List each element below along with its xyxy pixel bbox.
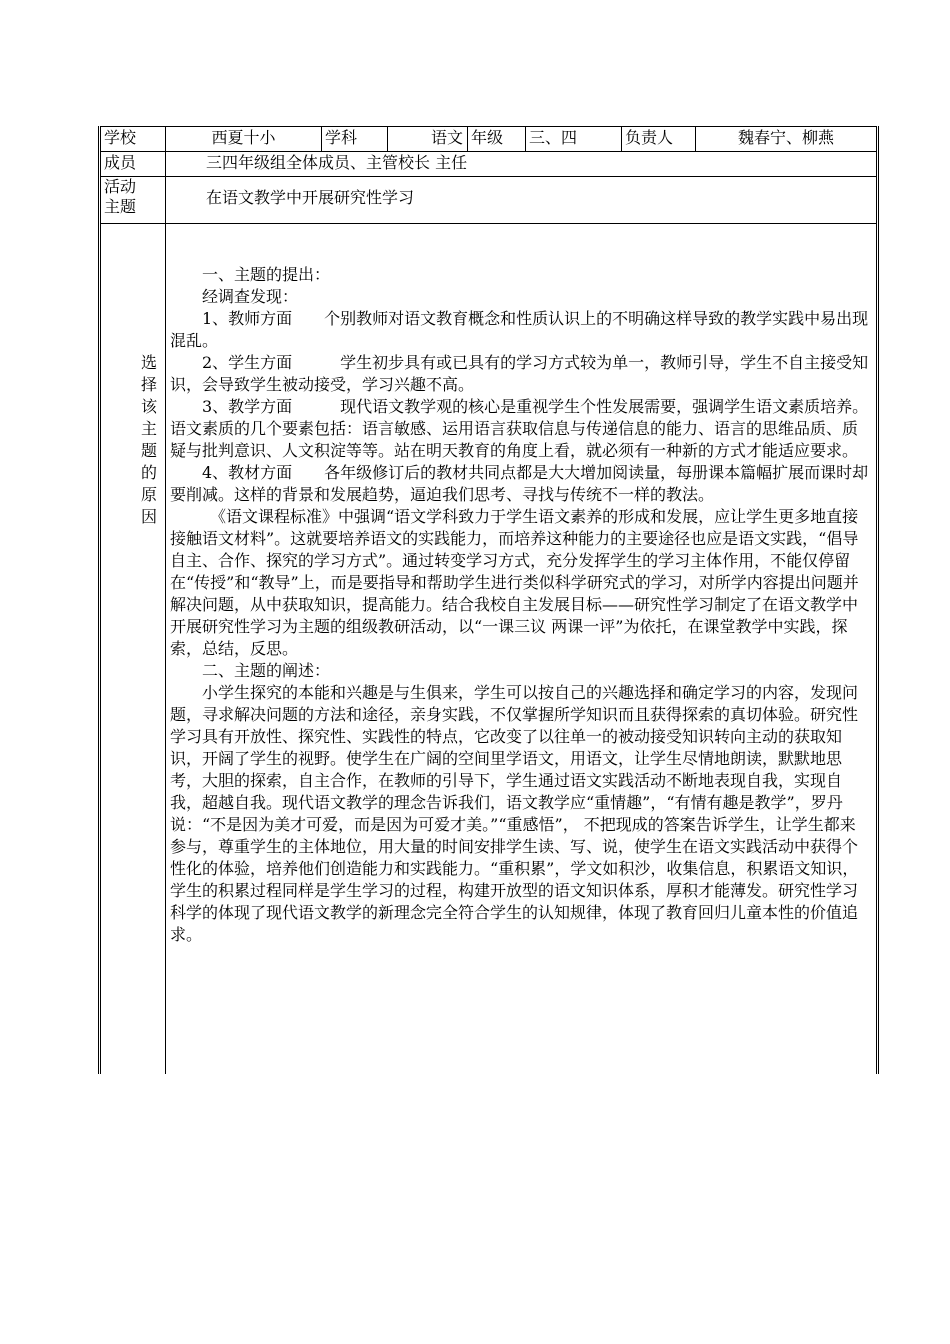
reason-content-cell [166, 224, 878, 1075]
theme-cell [166, 177, 878, 224]
reason-teacher: 1、教师方面 个别教师对语文教育概念和性质认识上的不明确这样导致的教学实践中易出现混乱。 [170, 309, 869, 350]
school-label: 学校 [100, 127, 166, 152]
grade-value: 三、四 [526, 127, 622, 152]
members-label: 成员 [100, 152, 166, 177]
theme-label-line1: 活动 [104, 177, 137, 196]
grade-label: 年级 [468, 127, 526, 152]
members-value: 三四年级组全体成员、主管校长 主任 [206, 153, 468, 172]
reason-label-cell [100, 224, 166, 1075]
curriculum-standard-paragraph: 《语文课程标准》中强调“语文学科致力于学生语文素养的形成和发展，应让学生更多地直接接触语文材料”。这就要培养语文的实践能力，而培养这种能力的主要途径也应是语文实践，“倡导自主、合作、探究的学习方式”。通过转变学习方式，充分发挥学生的学习主体作用，不能仅停留在“传授”和“教导”上，而是要指导和帮助学生进行类似科学研究式的学习，对所学内容提出问题并解决问题，从中获取知识，提高能力。结合我校自主发展目标——研究性学习制定了在语文教学中开展研究性学习为主题的组级教研活动，以“一课三议 两课一评”为依托，在课堂教学中实践，探索，总结，反思。 [170, 507, 859, 658]
leader-label: 负责人 [622, 127, 696, 152]
theme-label-line2: 主题 [104, 197, 137, 216]
subject-label: 学科 [322, 127, 388, 152]
reason-textbook: 4、教材方面 各年级修订后的教材共同点都是大大增加阅读量，每册课本篇幅扩展而课时却要削减。这样的背景和发展趋势，逼迫我们思考、寻找与传统不一样的教法。 [170, 463, 869, 504]
reason-label-char: 该 [141, 397, 158, 416]
reason-content [166, 224, 876, 946]
reason-row [100, 224, 878, 1075]
reason-label [141, 352, 163, 528]
reason-label-char: 原 [141, 485, 158, 504]
reason-label-char: 的 [141, 463, 158, 482]
theme-row [100, 177, 878, 224]
subject-value: 语文 [388, 127, 468, 152]
school-value: 西夏十小 [166, 127, 322, 152]
header-row [100, 127, 878, 152]
members-cell [166, 152, 878, 177]
elaboration-paragraph: 小学生探究的本能和兴趣是与生俱来，学生可以按自己的兴趣选择和确定学习的内容，发现问题，寻求解决问题的方法和途径，亲身实践，不仅掌握所学知识而且获得探索的真切体验。研究性学习具有开放性、探究性、实践性的特点，它改变了以往单一的被动接受知识转向主动的获取知识，开阔了学生的视野。使学生在广阔的空间里学语文，用语文，让学生尽情地朗读，默默地思考，大胆的探索，自主合作，在教师的引导下，学生通过语文实践活动不断地表现自我，实现自我，超越自我。现代语文教学的理念告诉我们，语文教学应“重情趣”，“有情有趣是教学”，罗丹说：“不是因为美才可爱，而是因为可爱才美。”“重感悟”， 不把现成的答案告诉学生，让学生都来参与，尊重学生的主体地位，用大量的时间安排学生读、写、说，使学生在语文实践活动中获得个性化的体验，培养他们创造能力和实践能力。“重积累”，学文如积沙，收集信息，积累语文知识，学生的积累过程同样是学生学习的过程，构建开放型的语文知识体系，厚积才能薄发。研究性学习科学的体现了现代语文教学的新理念完全符合学生的认知规律，体现了教育回归儿童本性的价值追求。 [170, 683, 859, 944]
section-heading-proposal: 一、主题的提出： [202, 265, 331, 284]
reason-label-char: 题 [141, 441, 158, 460]
theme-label [100, 177, 166, 224]
reason-label-char: 择 [141, 375, 158, 394]
theme-value: 在语文教学中开展研究性学习 [206, 188, 415, 207]
reason-label-char: 因 [141, 507, 158, 526]
members-row [100, 152, 878, 177]
reason-student: 2、学生方面 学生初步具有或已具有的学习方式较为单一，教师引导，学生不自主接受知识，会导致学生被动接受，学习兴趣不高。 [170, 353, 869, 394]
leader-value: 魏春宁、柳燕 [696, 127, 878, 152]
activity-form-table [98, 126, 879, 1074]
reason-label-char: 选 [141, 353, 158, 372]
reason-teaching: 3、教学方面 现代语文教学观的核心是重视学生个性发展需要，强调学生语文素质培养。语文素质的几个要素包括：语言敏感、运用语言获取信息与传递信息的能力、语言的思维品质、质疑与批判意识、人文积淀等等。站在明天教育的角度上看，就必须有一种新的方式才能适应要求。 [170, 397, 869, 460]
reason-label-char: 主 [141, 419, 158, 438]
section-heading-elaboration: 二、主题的阐述： [202, 661, 331, 680]
survey-intro: 经调查发现： [202, 287, 299, 306]
